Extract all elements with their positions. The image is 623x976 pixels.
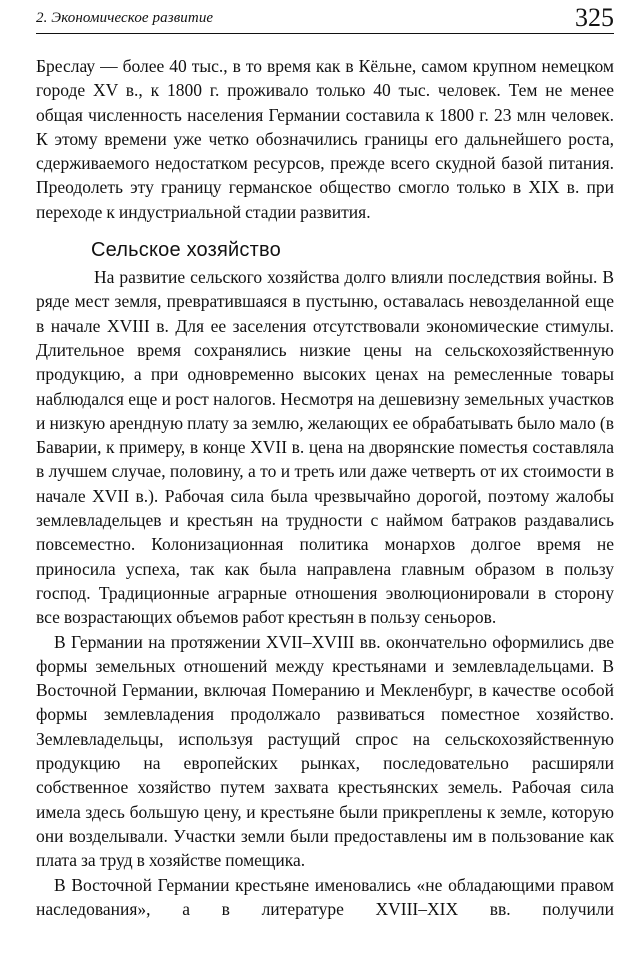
- running-head: [36, 4, 618, 32]
- header-rule: [36, 33, 614, 34]
- section-paragraph-2: В Германии на протяжении XVII–XVIII вв. окончательно оформились две формы земельных отношений между крестьянами и землевладельцами. В Восточной Германии, включая Померанию и Мекленбург, в качестве особой формы землевладения продолжало развиваться поместное хозяйство. Землевладельцы, используя растущий спрос на сельскохозяйственную продукцию на европейских рынках, последовательно расширяли собственное хозяйство путем захвата крестьянских земель. Рабочая сила имела здесь большую цену, и крестьяне были прикреплены к земле, которую они возделывали. Участки земли были предоставлены им в пользование как плата за труд в хозяйстве помещика.: [36, 631, 614, 871]
- intro-paragraph: Бреслау — более 40 тыс., в то время как в Кёльне, самом крупном немецком городе XV в., к 1800 г. проживало только 40 тыс. человек. Тем не менее общая численность населения Германии составила к 1800 г. 23 млн человек. К этому времени уже четко обозначились границы его дальнейшего роста, сдерживаемого недостатком ресурсов, прежде всего скудной базой питания. Преодолеть эту границу германское общество смогло только в XIX в. при переходе к индустриальной стадии развития.: [36, 56, 614, 222]
- section-paragraph-1: На развитие сельского хозяйства долго влияли последствия войны. В ряде мест земля, превратившаяся в пустыню, оставалась невозделанной еще в начале XVIII в. Для ее заселения отсутствовали экономические стимулы. Длительное время сохранялись низкие цены на сельскохозяйственную продукцию, а при одновременно высоких ценах на ремесленные товары наблюдался еще и рост налогов. Несмотря на дешевизну земельных участков и низкую арендную плату за землю, желающих ее обрабатывать было мало (в Баварии, к примеру, в конце XVII в. цена на дворянские поместья составляла в лучшем случае, половину, а то и треть или даже четверть от их стоимости в начале XVII в.). Рабочая сила была чрезвычайно дорогой, поэтому жалобы землевладельцев и крестьян на трудности с наймом батраков раздавались повсеместно. Колонизационная политика монархов долгое время не приносила успеха, так как была направлена главным образом в пользу господ. Традиционные аграрные отношения эволюционировали в сторону все возрастающих объемов работ крестьян в пользу сеньоров.: [36, 267, 614, 628]
- body-text: [36, 54, 614, 921]
- chapter-title: 2. Экономическое развитие: [36, 10, 214, 26]
- section-paragraph-3: В Восточной Германии крестьяне именовались «не обладающими правом наследования», а в литературе XVIII–XIX вв. получили: [36, 874, 614, 919]
- page-number: 325: [575, 3, 614, 32]
- section-heading: Сельское хозяйство: [91, 239, 281, 262]
